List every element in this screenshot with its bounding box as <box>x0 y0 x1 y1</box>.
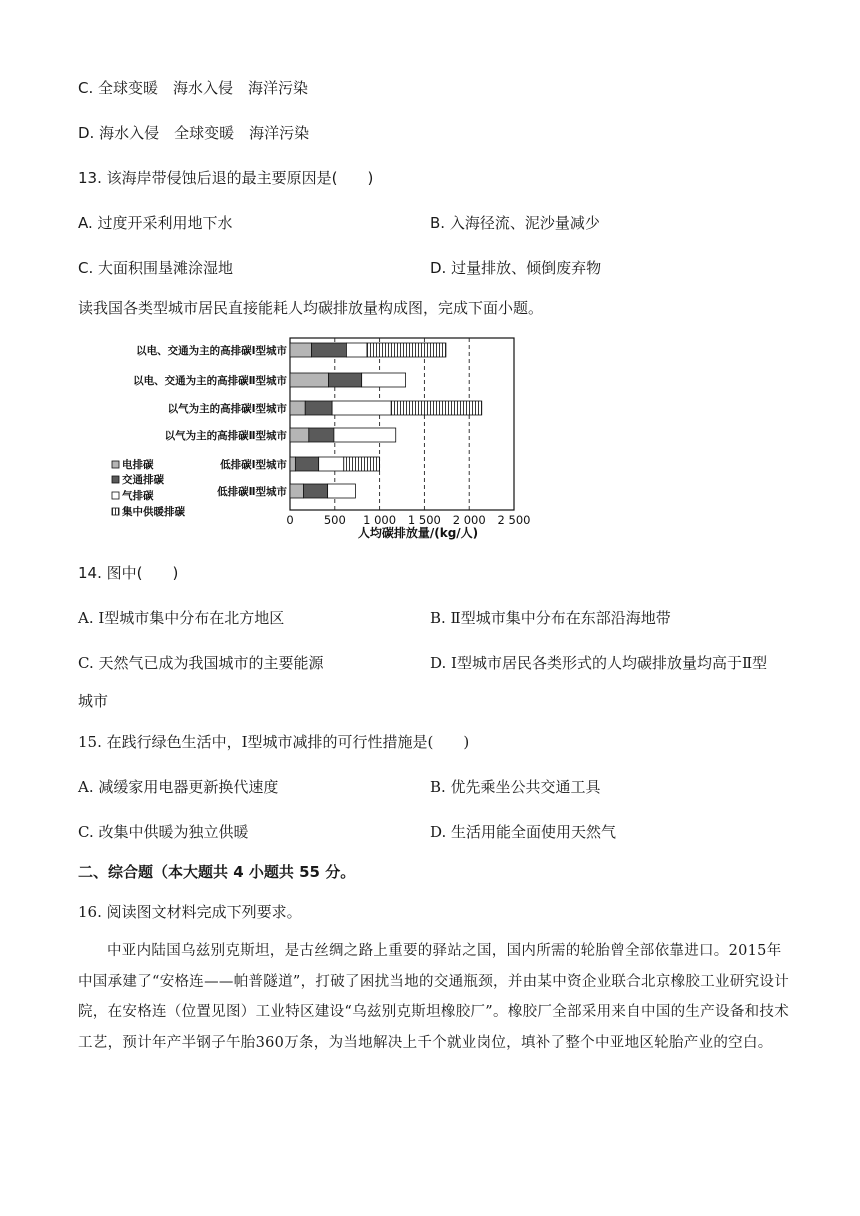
q13-option-d: D. 过量排放、倾倒废弃物 <box>430 259 602 277</box>
section-2-title: 二、综合题（本大题共 4 小题共 55 分。 <box>78 863 356 881</box>
q14-stem: 14. 图中( ) <box>78 564 179 582</box>
chart-legend-label: 集中供暖排碳 <box>122 506 185 518</box>
chart-legend-swatch <box>112 492 119 499</box>
chart-category-label: 以电、交通为主的高排碳Ⅱ型城市 <box>133 375 287 387</box>
chart-category-label: 低排碳Ⅱ型城市 <box>217 486 287 498</box>
chart-bar-segment <box>329 373 362 387</box>
chart-x-tick-label: 2 000 <box>452 513 486 527</box>
chart-bar-segment <box>332 401 391 415</box>
q14-option-d: D. Ⅰ型城市居民各类形式的人均碳排放量均高于Ⅱ型 <box>430 654 768 672</box>
q14-option-c: C. 天然气已成为我国城市的主要能源 <box>78 654 324 672</box>
q13-option-a: A. 过度开采利用地下水 <box>78 214 233 232</box>
q15-option-d: D. 生活用能全面使用天然气 <box>430 823 617 841</box>
chart-bar-segment <box>312 343 347 357</box>
chart-legend-label: 电排碳 <box>122 459 154 471</box>
chart-category-label: 以气为主的高排碳Ⅱ型城市 <box>164 430 287 442</box>
q15-option-c: C. 改集中供暖为独立供暖 <box>78 823 249 841</box>
chart-category-label: 以气为主的高排碳Ⅰ型城市 <box>167 403 287 415</box>
chart-x-axis-label: 人均碳排放量/(kg/人) <box>357 526 479 540</box>
chart-bar-segment <box>290 343 312 357</box>
chart-bar-segment <box>303 484 327 498</box>
chart-bar-segment <box>328 484 356 498</box>
q15-option-a: A. 减缓家用电器更新换代速度 <box>78 778 279 796</box>
chart-bar-segment <box>290 457 295 471</box>
q13-option-b: B. 入海径流、泥沙量减少 <box>430 214 600 232</box>
chart-legend-swatch <box>112 461 119 468</box>
carbon-emission-chart <box>100 334 540 542</box>
chart-bar-segment <box>290 373 329 387</box>
chart-legend-swatch <box>112 476 119 483</box>
q12-option-c: C. 全球变暖 海水入侵 海洋污染 <box>78 79 309 97</box>
q14-option-b: B. Ⅱ型城市集中分布在东部沿海地带 <box>430 609 671 627</box>
chart-x-tick-label: 2 500 <box>497 513 531 527</box>
chart-category-label: 以电、交通为主的高排碳Ⅰ型城市 <box>136 345 287 357</box>
chart-intro: 读我国各类型城市居民直接能耗人均碳排放量构成图，完成下面小题。 <box>78 299 544 317</box>
chart-bar-segment <box>391 401 481 415</box>
q13-option-c: C. 大面积围垦滩涂湿地 <box>78 259 234 277</box>
q16-stem: 16. 阅读图文材料完成下列要求。 <box>78 903 302 921</box>
chart-bar-segment <box>309 428 334 442</box>
chart-bar-segment <box>290 401 305 415</box>
q16-material-paragraph: 中亚内陆国乌兹别克斯坦，是古丝绸之路上重要的驿站之国，国内所需的轮胎曾全部依靠进口。2015年中国承建了“安格连——帕普隧道”，打破了困扰当地的交通瓶颈，并由某中资企业联合北京橡胶工业研究设计院，在安格连（位置见图）工业特区建设“乌兹别克斯坦橡胶厂”。橡胶厂全部采用来自中国的生产设备和技术工艺，预计年产半钢子午胎360万条，为当地解决上千个就业岗位，填补了整个中亚地区轮胎产业的空白。 <box>78 943 790 1051</box>
chart-bar-segment <box>290 428 309 442</box>
chart-bar-segment <box>367 343 446 357</box>
chart-bar-segment <box>346 343 367 357</box>
q13-stem: 13. 该海岸带侵蚀后退的最主要原因是( ) <box>78 169 374 187</box>
q15-option-b: B. 优先乘坐公共交通工具 <box>430 778 601 796</box>
q14-option-a: A. Ⅰ型城市集中分布在北方地区 <box>78 609 285 627</box>
q14-option-d-continued: 城市 <box>78 692 109 710</box>
chart-x-tick-label: 1 000 <box>363 513 397 527</box>
q15-stem: 15. 在践行绿色生活中，Ⅰ型城市减排的可行性措施是( ) <box>78 733 470 751</box>
chart-x-tick-label: 500 <box>323 513 346 527</box>
chart-legend-label: 交通排碳 <box>122 474 164 486</box>
chart-bar-segment <box>334 428 396 442</box>
chart-bar-segment <box>319 457 344 471</box>
chart-category-label: 低排碳Ⅰ型城市 <box>220 459 287 471</box>
chart-bar-segment <box>344 457 380 471</box>
chart-bar-segment <box>305 401 332 415</box>
q12-option-d: D. 海水入侵 全球变暖 海洋污染 <box>78 124 310 142</box>
chart-bar-segment <box>290 484 303 498</box>
chart-x-tick-label: 1 500 <box>407 513 441 527</box>
chart-x-tick-label: 0 <box>286 513 294 527</box>
chart-bar-segment <box>362 373 406 387</box>
chart-legend-swatch <box>112 508 119 515</box>
chart-bar-segment <box>295 457 318 471</box>
chart-legend-label: 气排碳 <box>122 490 154 502</box>
